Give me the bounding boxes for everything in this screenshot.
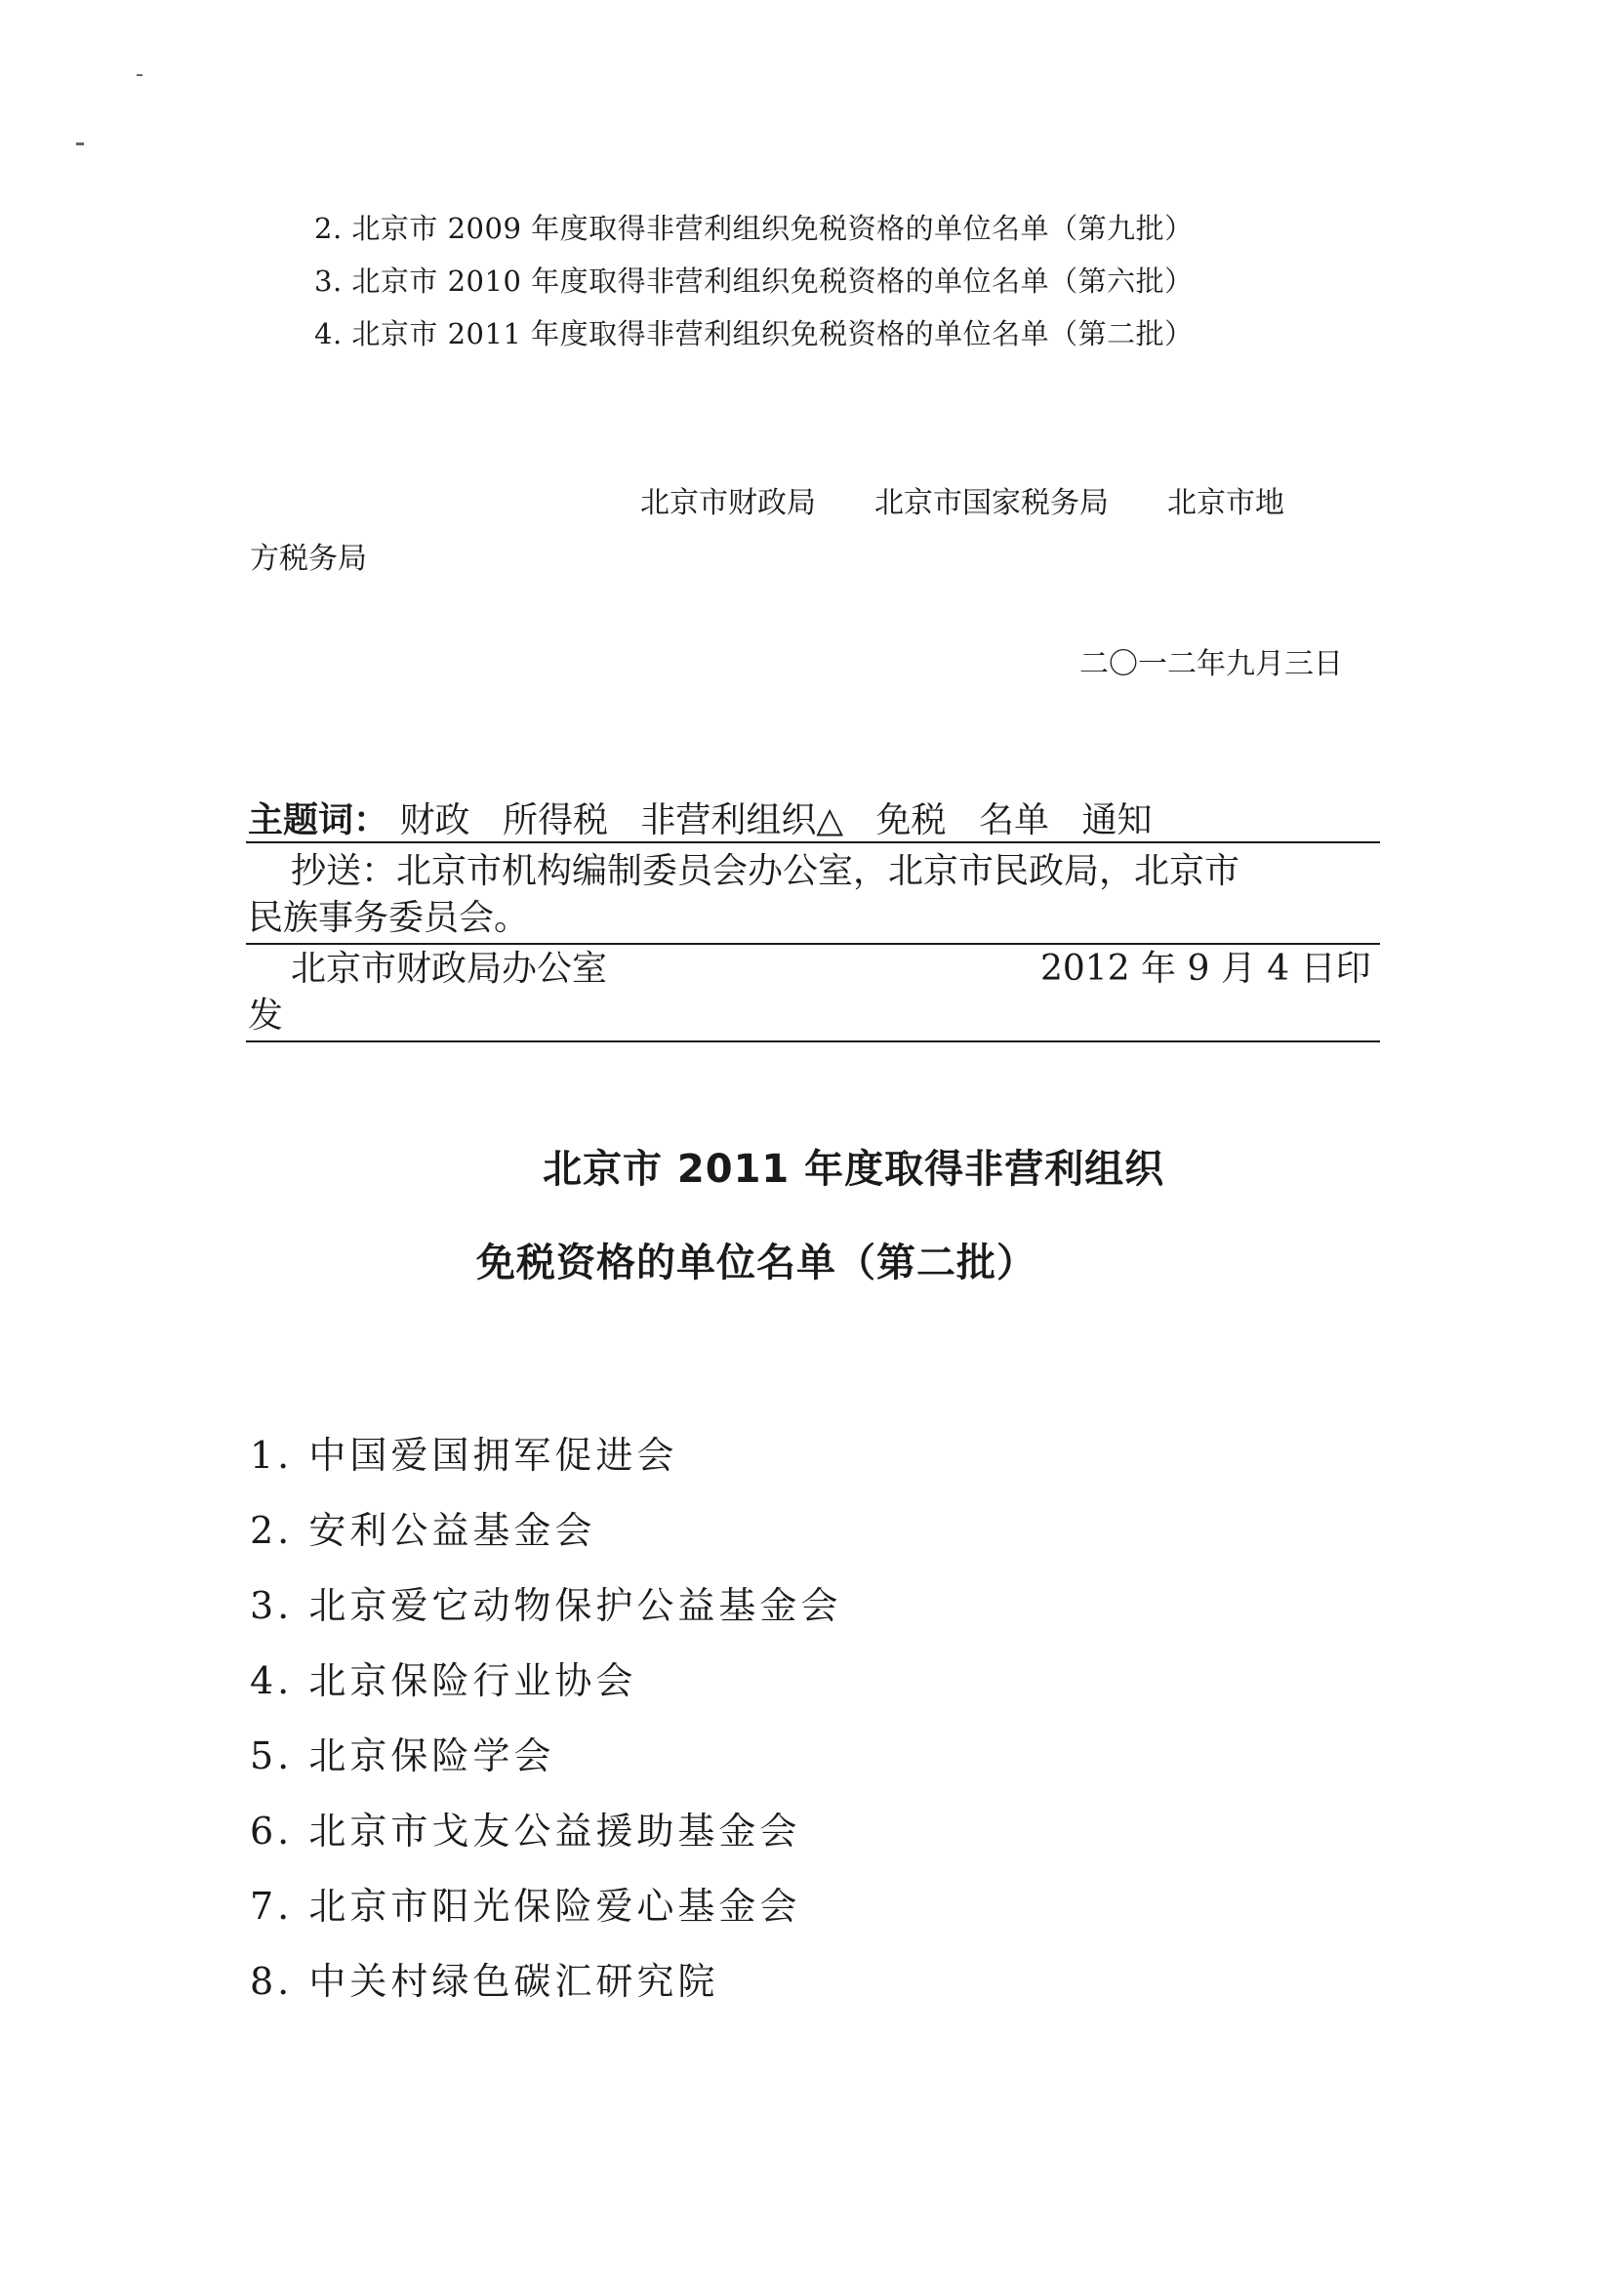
attachment-item: 4. 北京市 2011 年度取得非营利组织免税资格的单位名单（第二批）	[314, 317, 1194, 350]
issuers-line: 方税务局	[250, 542, 367, 576]
keyword: 非营利组织△	[640, 800, 844, 840]
keyword: 免税	[875, 800, 947, 840]
keyword: 名单	[979, 800, 1050, 840]
organization-item: 6. 北京市戈友公益援助基金会	[250, 1810, 801, 1853]
organization-item: 7. 北京市阳光保险爱心基金会	[250, 1885, 801, 1928]
issuers-line: 北京市财政局 北京市国家税务局 北京市地	[640, 486, 1284, 520]
cc-line: 民族事务委员会。	[248, 898, 530, 938]
keyword: 所得税	[502, 800, 608, 840]
list-title-line: 北京市 2011 年度取得非营利组织	[543, 1147, 1165, 1192]
organization-item: 2. 安利公益基金会	[250, 1509, 596, 1552]
keyword: 财政	[399, 800, 470, 840]
divider-rule	[246, 1040, 1380, 1042]
list-title-line: 免税资格的单位名单（第二批）	[476, 1241, 1036, 1285]
attachment-item: 3. 北京市 2010 年度取得非营利组织免税资格的单位名单（第六批）	[314, 265, 1194, 298]
cc-line: 抄送：北京市机构编制委员会办公室，北京市民政局，北京市	[291, 851, 1240, 891]
organization-item: 1. 中国爱国拥军促进会	[250, 1434, 678, 1477]
attachment-item: 2. 北京市 2009 年度取得非营利组织免税资格的单位名单（第九批）	[314, 212, 1194, 245]
scan-speck	[76, 143, 84, 145]
keywords-line	[248, 793, 1174, 842]
keywords-label: 主题词：	[248, 800, 389, 840]
issue-date: 二〇一二年九月三日	[1079, 647, 1343, 681]
print-date: 2012 年 9 月 4 日印	[1040, 949, 1371, 989]
divider-rule	[246, 841, 1380, 843]
print-date-suffix: 发	[248, 996, 284, 1036]
organization-item: 4. 北京保险行业协会	[250, 1659, 637, 1702]
organization-item: 5. 北京保险学会	[250, 1734, 555, 1777]
scan-speck	[137, 74, 142, 76]
print-office: 北京市财政局办公室	[291, 949, 608, 989]
organization-item: 8. 中关村绿色碳汇研究院	[250, 1960, 719, 2003]
keyword: 通知	[1081, 800, 1153, 840]
organization-item: 3. 北京爱它动物保护公益基金会	[250, 1584, 842, 1627]
